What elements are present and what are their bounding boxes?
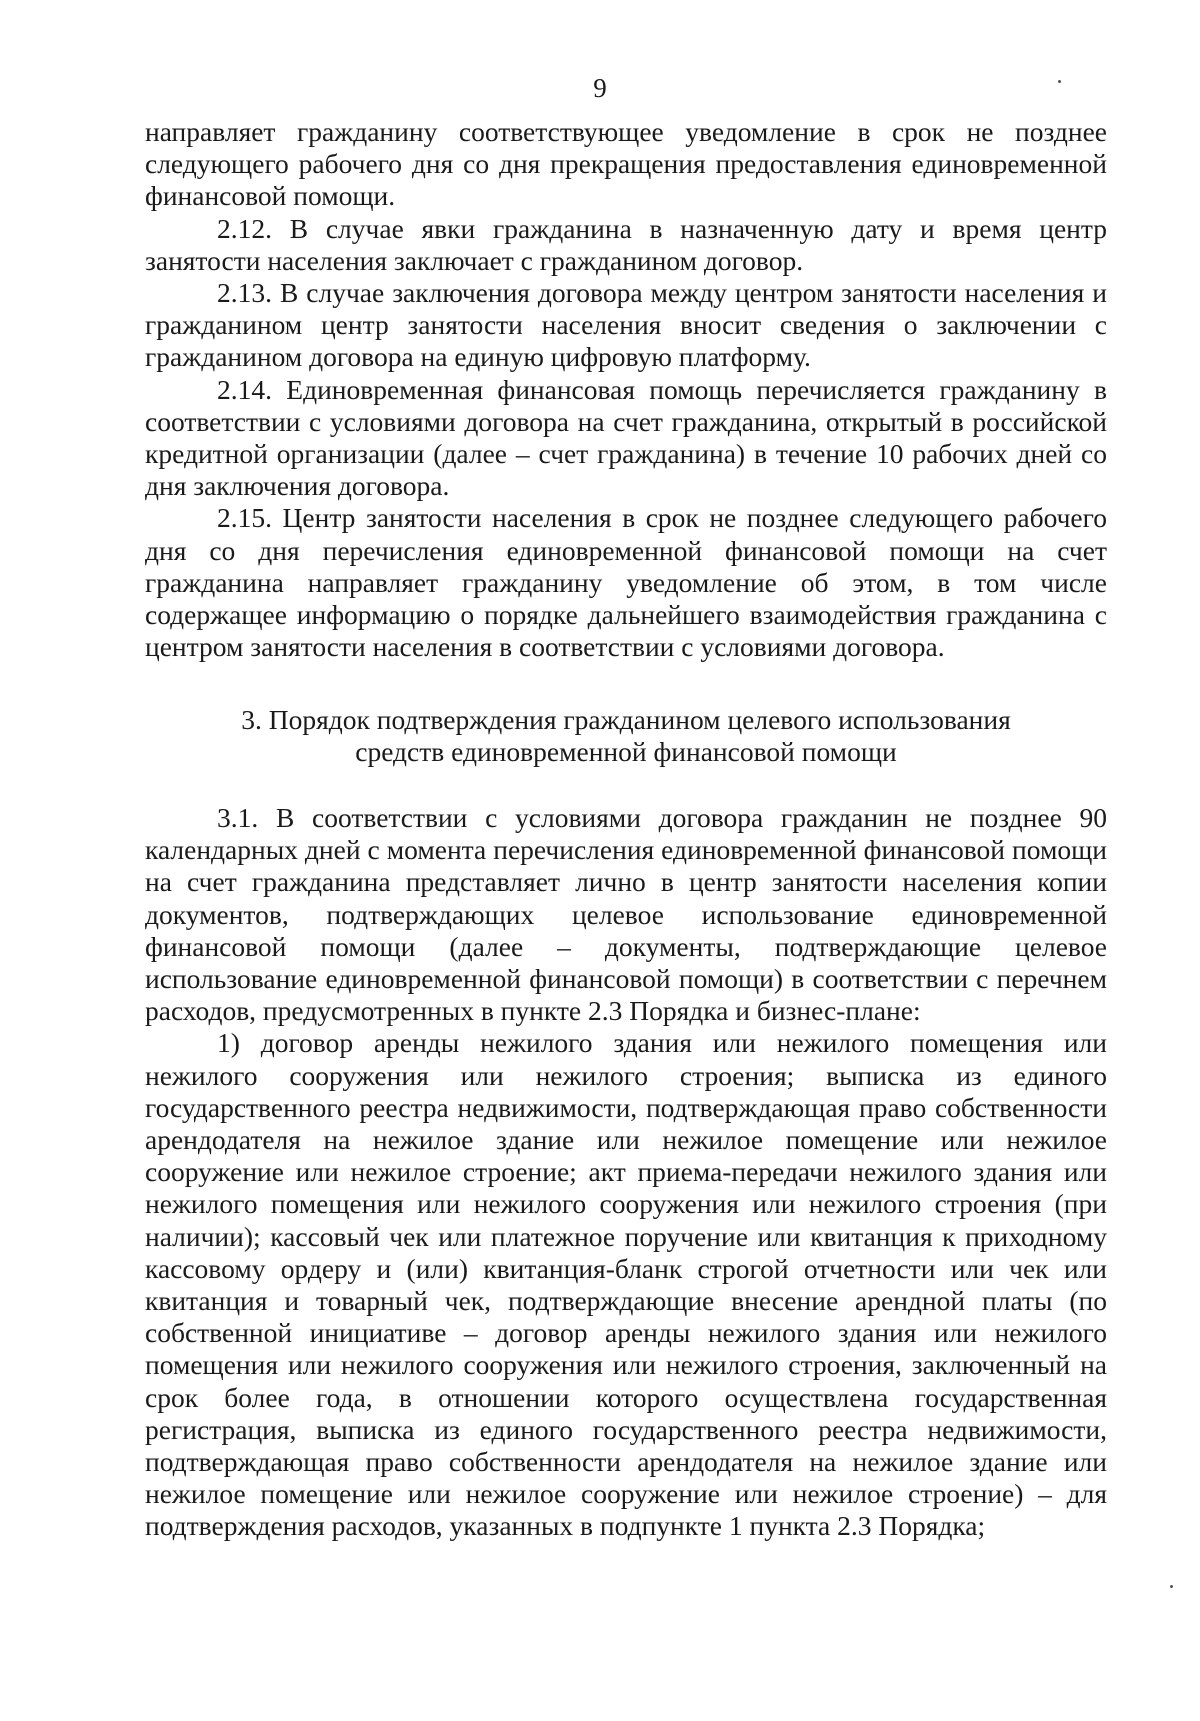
section-heading-line-1: 3. Порядок подтверждения гражданином целевого использования — [241, 704, 1011, 735]
section-heading-line-2: средств единовременной финансовой помощи — [355, 736, 897, 768]
body-text-bottom — [145, 802, 1107, 1543]
scan-speck — [1058, 80, 1061, 83]
paragraph-3-1: 3.1. В соответствии с условиями договора гражданин не позднее 90 календарных дней с момента перечисления единовременной финансовой помощи на счет гражданина представляет лично в центр занятости населения копии документов, подтверждающих целевое использование единовременной финансовой помощи (далее – документы, подтверждающие целевое использование единовременной финансовой помощи) в соответствии с перечнем расходов, предусмотренных в пункте 2.3 Порядка и бизнес-плане: — [145, 802, 1107, 1027]
body-text-top — [145, 116, 1107, 663]
section-heading — [145, 704, 1107, 768]
list-item-1: 1) договор аренды нежилого здания или нежилого помещения или нежилого сооружения или нежилого строения; выписка из единого государственного реестра недвижимости, подтверждающая право собственности арендодателя на нежилое здание или нежилое помещение или нежилое сооружение или нежилое строение; акт приема-передачи нежилого здания или нежилого помещения или нежилого сооружения или нежилого строения (при наличии); кассовый чек или платежное поручение или квитанция к приходному кассовому ордеру и (или) квитанция-бланк строгой отчетности или чек или квитанция и товарный чек, подтверждающие внесение арендной платы (по собственной инициативе – договор аренды нежилого здания или нежилого помещения или нежилого сооружения или нежилого строения, заключенный на срок более года, в отношении которого осуществлена государственная регистрация, выписка из единого государственного реестра недвижимости, подтверждающая право собственности арендодателя на нежилое здание или нежилое помещение или нежилое сооружение или нежилое строение) – для подтверждения расходов, указанных в подпункте 1 пункта 2.3 Порядка; — [145, 1027, 1107, 1542]
paragraph-continuation: направляет гражданину соответствующее уведомление в срок не позднее следующего рабочего дня со дня прекращения предоставления единовременной финансовой помощи. — [145, 116, 1107, 212]
paragraph-2-15: 2.15. Центр занятости населения в срок не позднее следующего рабочего дня со дня перечисления единовременной финансовой помощи на счет гражданина направляет гражданину уведомление об этом, в том числе содержащее информацию о порядке дальнейшего взаимодействия гражданина с центром занятости населения в соответствии с условиями договора. — [145, 502, 1107, 663]
paragraph-2-14: 2.14. Единовременная финансовая помощь перечисляется гражданину в соответствии с условиями договора на счет гражданина, открытый в российской кредитной организации (далее – счет гражданина) в течение 10 рабочих дней со дня заключения договора. — [145, 373, 1107, 502]
paragraph-2-12: 2.12. В случае явки гражданина в назначенную дату и время центр занятости населения заключает с гражданином договор. — [145, 212, 1107, 276]
scan-speck — [1170, 1585, 1173, 1588]
paragraph-2-13: 2.13. В случае заключения договора между центром занятости населения и гражданином центр занятости населения вносит сведения о заключении с гражданином договора на единую цифровую платформу. — [145, 277, 1107, 373]
page-number: 9 — [593, 73, 607, 103]
